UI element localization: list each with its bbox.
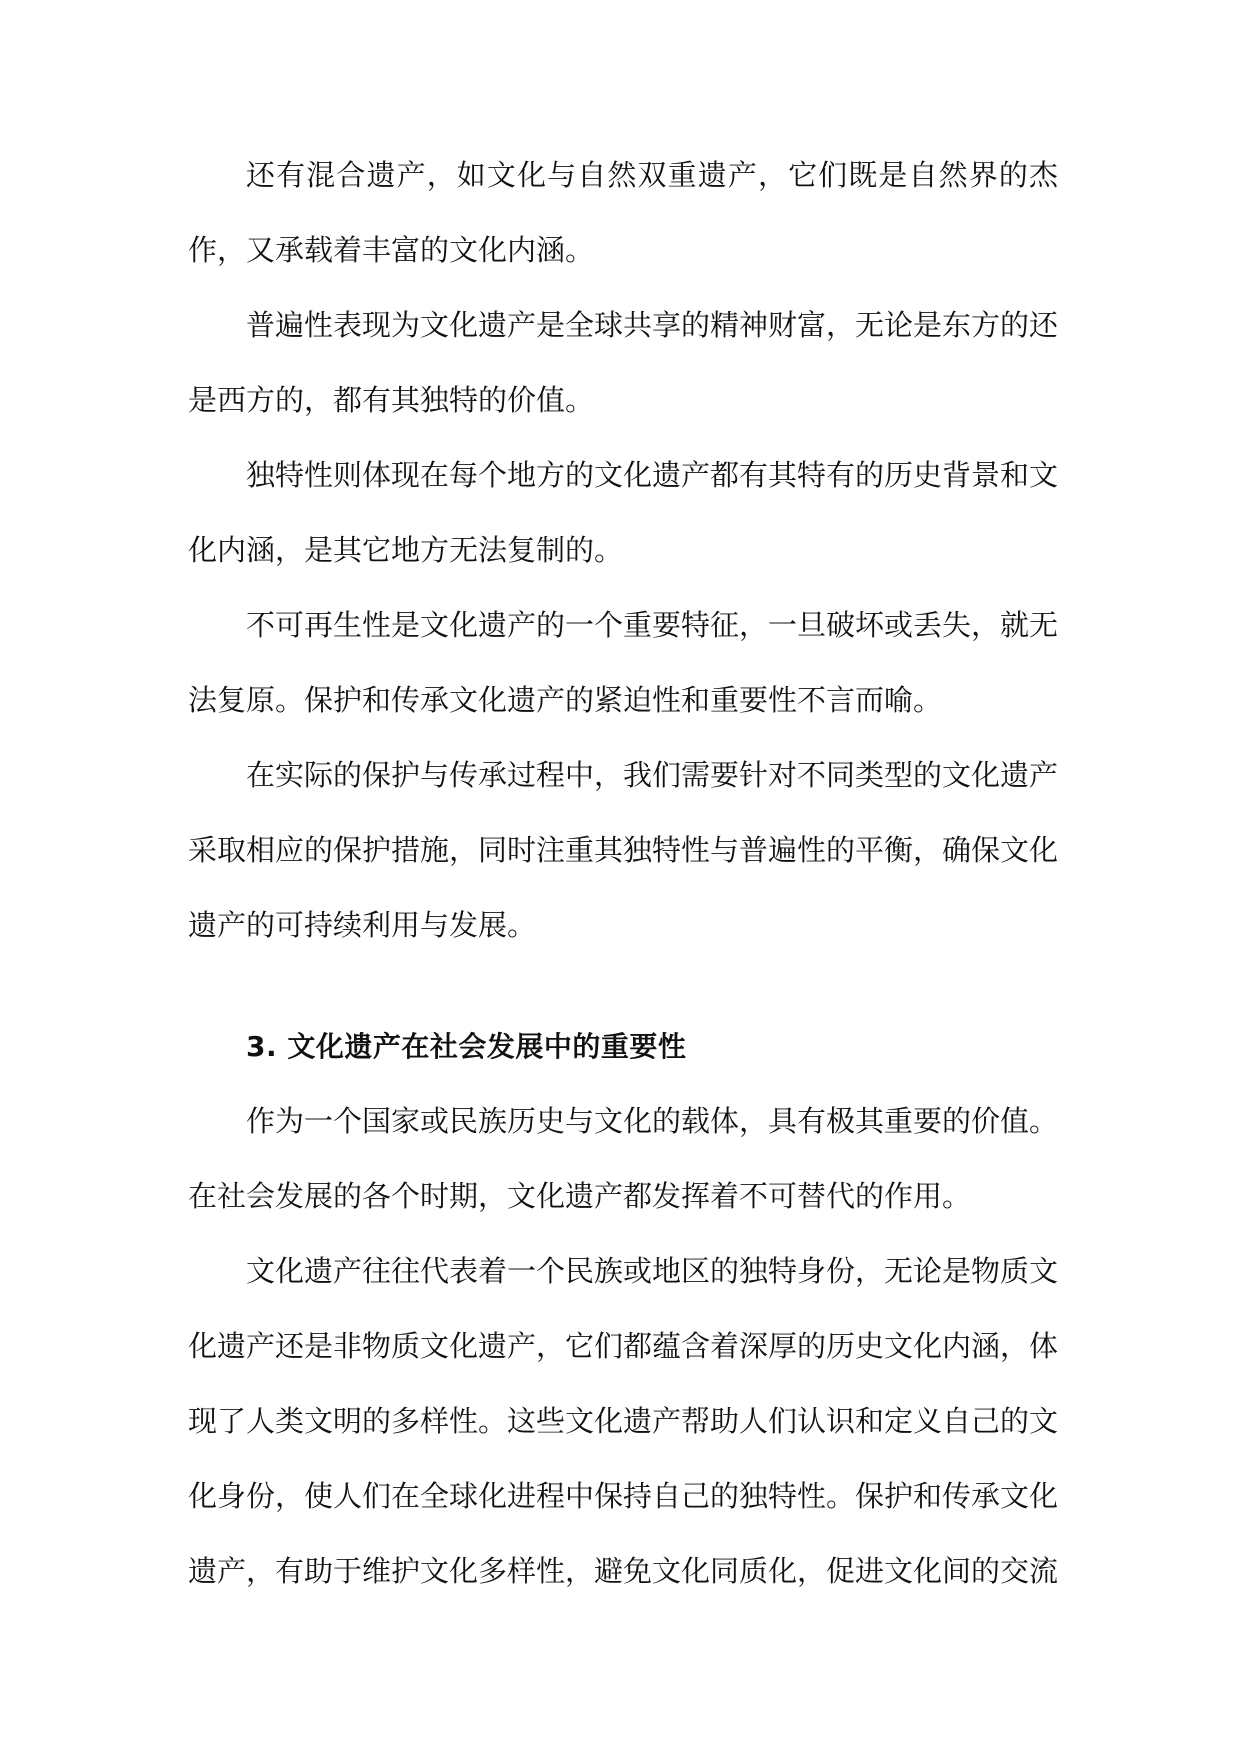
paragraph-uniqueness: 独特性则体现在每个地方的文化遗产都有其特有的历史背景和文化内涵，是其它地方无法复制的。 [188, 458, 1059, 567]
paragraph-mixed-heritage: 还有混合遗产，如文化与自然双重遗产，它们既是自然界的杰作，又承载着丰富的文化内涵。 [188, 158, 1058, 267]
paragraph-cultural-identity: 文化遗产往往代表着一个民族或地区的独特身份，无论是物质文化遗产还是非物质文化遗产，它们都蕴含着深厚的历史文化内涵，体现了人类文明的多样性。这些文化遗产帮助人们认识和定义自己的文化身份，使人们在全球化进程中保持自己的独特性。保护和传承文化遗产，有助于维护文化多样性，避免文化同质化，促进文化间的交流 [188, 1254, 1059, 1588]
section-heading [188, 1009, 1058, 1084]
paragraph-universality: 普遍性表现为文化遗产是全球共享的精神财富，无论是东方的还是西方的，都有其独特的价值。 [188, 308, 1059, 417]
document-page [188, 138, 1058, 1609]
paragraph-carrier-value: 作为一个国家或民族历史与文化的载体，具有极其重要的价值。在社会发展的各个时期，文化遗产都发挥着不可替代的作用。 [188, 1104, 1059, 1213]
section-title: 文化遗产在社会发展中的重要性 [287, 1030, 687, 1063]
paragraph-protection-practice: 在实际的保护与传承过程中，我们需要针对不同类型的文化遗产采取相应的保护措施，同时注重其独特性与普遍性的平衡，确保文化遗产的可持续利用与发展。 [188, 758, 1059, 942]
section-number: 3. [246, 1030, 278, 1063]
paragraph-non-renewability: 不可再生性是文化遗产的一个重要特征，一旦破坏或丢失，就无法复原。保护和传承文化遗产的紧迫性和重要性不言而喻。 [188, 608, 1059, 717]
